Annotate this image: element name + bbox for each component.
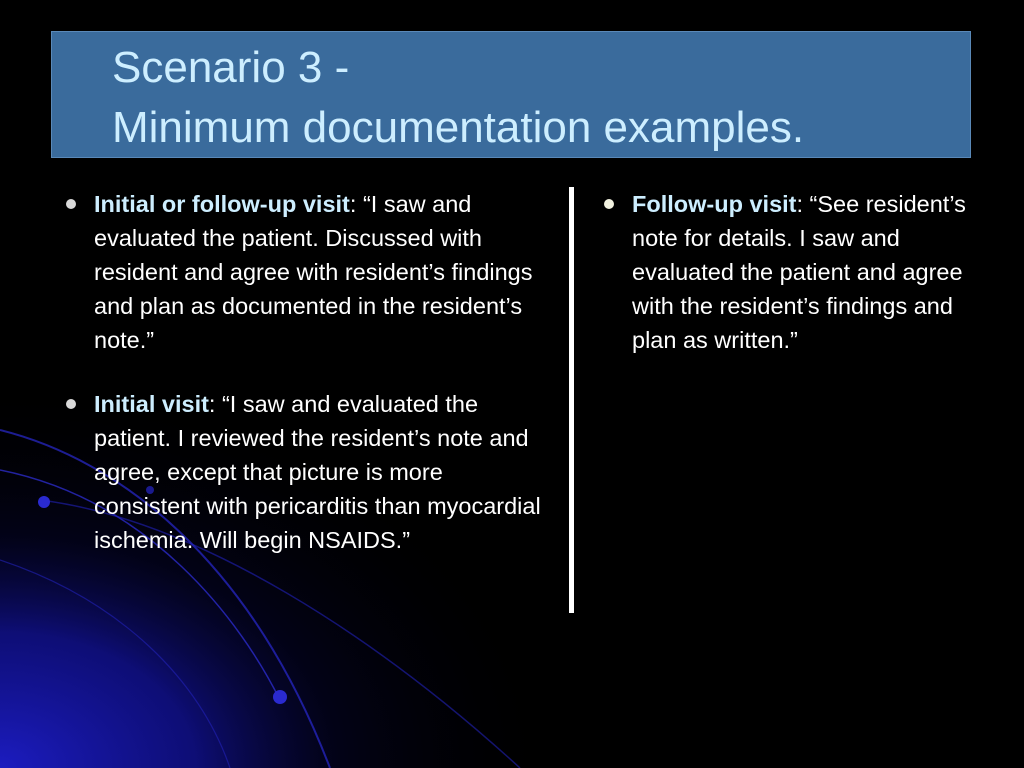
bullet-item [62, 187, 547, 357]
bullet-text: : “I saw and evaluated the patient. I reviewed the resident’s note and agree, except that picture is more consistent with pericarditis than myocardial ischemia. Will begin NSAIDS.” [94, 391, 541, 553]
right-column [600, 187, 980, 387]
bullet-text: : “See resident’s note for details. I saw and evaluated the patient and agree with the resident’s findings and plan as written.” [632, 191, 966, 353]
decor-dot [273, 690, 287, 704]
bullet-dot-icon [66, 399, 76, 409]
bullet-item [600, 187, 980, 357]
decor-dot [38, 496, 50, 508]
slide-title-line-2: Minimum documentation examples. [112, 103, 805, 152]
column-divider [569, 187, 574, 613]
bullet-label: Initial visit [94, 391, 209, 417]
bullet-label: Initial or follow-up visit [94, 191, 350, 217]
bullet-label: Follow-up visit [632, 191, 797, 217]
slide-title-line-1: Scenario 3 - [112, 43, 350, 92]
bullet-item [62, 387, 547, 557]
bullet-dot-icon [604, 199, 614, 209]
bullet-text: : “I saw and evaluated the patient. Discussed with resident and agree with resident’s findings and plan as documented in the resident’s note.” [94, 191, 533, 353]
left-column [62, 187, 547, 587]
title-bar [51, 31, 971, 158]
bullet-dot-icon [66, 199, 76, 209]
